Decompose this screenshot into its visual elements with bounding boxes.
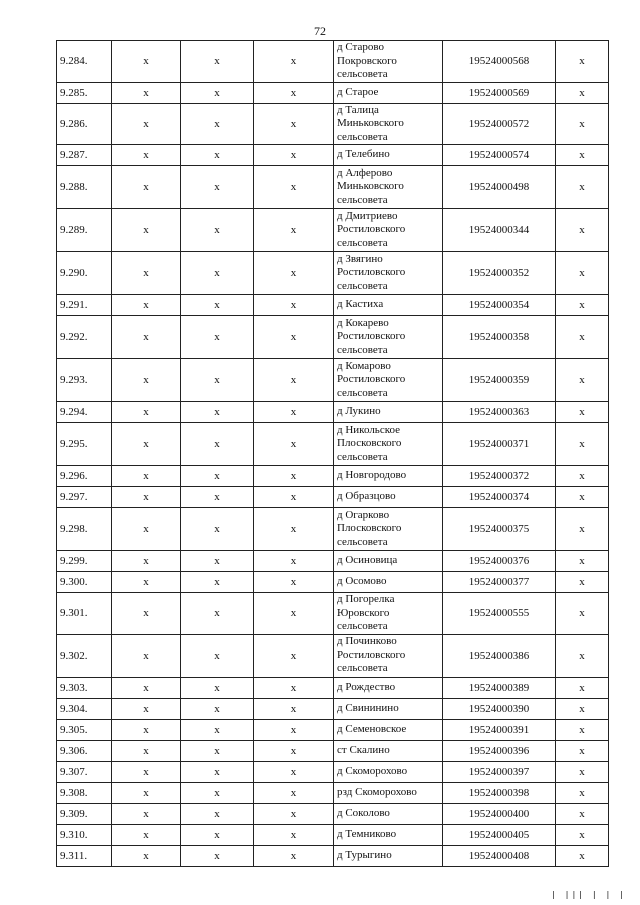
mark-cell-2: х xyxy=(181,166,254,209)
table-row xyxy=(57,82,609,103)
mark-cell-1: х xyxy=(112,295,181,316)
settlement-name-cell: д Никольское Плосковского сельсовета xyxy=(334,423,443,466)
row-number-cell: 9.295. xyxy=(57,423,112,466)
mark-cell-1: х xyxy=(112,803,181,824)
mark-cell-2: х xyxy=(181,252,254,295)
row-number-cell: 9.291. xyxy=(57,295,112,316)
settlement-name-cell: д Темниково xyxy=(334,824,443,845)
mark-cell-1: х xyxy=(112,551,181,572)
mark-cell-3: х xyxy=(254,316,334,359)
settlement-name-cell: д Осомово xyxy=(334,572,443,593)
settlement-name-cell: д Кастиха xyxy=(334,295,443,316)
mark-cell-3: х xyxy=(254,103,334,145)
row-number-cell: 9.302. xyxy=(57,634,112,677)
settlement-name-cell: д Соколово xyxy=(334,803,443,824)
mark-cell-last: х xyxy=(556,593,609,635)
row-number-cell: 9.299. xyxy=(57,551,112,572)
settlement-name-cell: д Рождество xyxy=(334,677,443,698)
table-row xyxy=(57,740,609,761)
mark-cell-3: х xyxy=(254,508,334,551)
mark-cell-1: х xyxy=(112,740,181,761)
mark-cell-1: х xyxy=(112,316,181,359)
mark-cell-2: х xyxy=(181,316,254,359)
mark-cell-3: х xyxy=(254,845,334,866)
mark-cell-3: х xyxy=(254,593,334,635)
row-number-cell: 9.298. xyxy=(57,508,112,551)
oktmo-code-cell: 19524000386 xyxy=(443,634,556,677)
mark-cell-1: х xyxy=(112,698,181,719)
table-row xyxy=(57,166,609,209)
mark-cell-3: х xyxy=(254,466,334,487)
oktmo-code-cell: 19524000376 xyxy=(443,551,556,572)
table-row xyxy=(57,316,609,359)
settlement-name-cell: д Старово Покровского сельсовета xyxy=(334,41,443,83)
mark-cell-last: х xyxy=(556,824,609,845)
oktmo-code-cell: 19524000398 xyxy=(443,782,556,803)
mark-cell-last: х xyxy=(556,402,609,423)
settlement-name-cell: д Звягино Ростиловского сельсовета xyxy=(334,252,443,295)
settlement-name-cell: д Починково Ростиловского сельсовета xyxy=(334,634,443,677)
oktmo-code-cell: 19524000359 xyxy=(443,359,556,402)
mark-cell-last: х xyxy=(556,634,609,677)
row-number-cell: 9.311. xyxy=(57,845,112,866)
mark-cell-last: х xyxy=(556,740,609,761)
table-row xyxy=(57,845,609,866)
mark-cell-3: х xyxy=(254,551,334,572)
table-row xyxy=(57,145,609,166)
mark-cell-3: х xyxy=(254,295,334,316)
row-number-cell: 9.303. xyxy=(57,677,112,698)
row-number-cell: 9.307. xyxy=(57,761,112,782)
mark-cell-2: х xyxy=(181,145,254,166)
mark-cell-1: х xyxy=(112,487,181,508)
row-number-cell: 9.293. xyxy=(57,359,112,402)
settlement-name-cell: д Комарово Ростиловского сельсовета xyxy=(334,359,443,402)
oktmo-code-cell: 19524000569 xyxy=(443,82,556,103)
mark-cell-2: х xyxy=(181,359,254,402)
mark-cell-2: х xyxy=(181,572,254,593)
mark-cell-1: х xyxy=(112,677,181,698)
mark-cell-last: х xyxy=(556,209,609,252)
mark-cell-3: х xyxy=(254,209,334,252)
mark-cell-2: х xyxy=(181,103,254,145)
settlement-name-cell: д Семеновское xyxy=(334,719,443,740)
mark-cell-3: х xyxy=(254,698,334,719)
oktmo-code-cell: 19524000397 xyxy=(443,761,556,782)
table-row xyxy=(57,402,609,423)
row-number-cell: 9.297. xyxy=(57,487,112,508)
oktmo-code-cell: 19524000391 xyxy=(443,719,556,740)
mark-cell-2: х xyxy=(181,593,254,635)
oktmo-code-cell: 19524000568 xyxy=(443,41,556,83)
mark-cell-last: х xyxy=(556,103,609,145)
mark-cell-2: х xyxy=(181,719,254,740)
mark-cell-2: х xyxy=(181,82,254,103)
mark-cell-1: х xyxy=(112,423,181,466)
mark-cell-last: х xyxy=(556,252,609,295)
mark-cell-2: х xyxy=(181,677,254,698)
mark-cell-2: х xyxy=(181,761,254,782)
mark-cell-last: х xyxy=(556,719,609,740)
mark-cell-last: х xyxy=(556,295,609,316)
row-number-cell: 9.301. xyxy=(57,593,112,635)
mark-cell-2: х xyxy=(181,551,254,572)
mark-cell-3: х xyxy=(254,145,334,166)
settlement-name-cell: д Турыгино xyxy=(334,845,443,866)
oktmo-code-cell: 19524000498 xyxy=(443,166,556,209)
settlement-name-cell: д Осиновица xyxy=(334,551,443,572)
mark-cell-last: х xyxy=(556,316,609,359)
mark-cell-1: х xyxy=(112,145,181,166)
row-number-cell: 9.286. xyxy=(57,103,112,145)
table-row xyxy=(57,824,609,845)
table-row xyxy=(57,698,609,719)
mark-cell-3: х xyxy=(254,677,334,698)
mark-cell-last: х xyxy=(556,698,609,719)
settlement-name-cell: д Погорелка Юровского сельсовета xyxy=(334,593,443,635)
mark-cell-last: х xyxy=(556,41,609,83)
mark-cell-last: х xyxy=(556,845,609,866)
settlement-name-cell: д Свининино xyxy=(334,698,443,719)
mark-cell-3: х xyxy=(254,82,334,103)
settlement-name-cell: д Лукино xyxy=(334,402,443,423)
table-row xyxy=(57,359,609,402)
settlement-name-cell: д Алферово Миньковского сельсовета xyxy=(334,166,443,209)
table-row xyxy=(57,803,609,824)
oktmo-code-cell: 19524000408 xyxy=(443,845,556,866)
oktmo-code-cell: 19524000396 xyxy=(443,740,556,761)
oktmo-code-cell: 19524000354 xyxy=(443,295,556,316)
row-number-cell: 9.290. xyxy=(57,252,112,295)
mark-cell-1: х xyxy=(112,845,181,866)
row-number-cell: 9.296. xyxy=(57,466,112,487)
mark-cell-2: х xyxy=(181,209,254,252)
mark-cell-3: х xyxy=(254,824,334,845)
mark-cell-1: х xyxy=(112,572,181,593)
row-number-cell: 9.294. xyxy=(57,402,112,423)
oktmo-code-cell: 19524000389 xyxy=(443,677,556,698)
mark-cell-2: х xyxy=(181,698,254,719)
mark-cell-3: х xyxy=(254,572,334,593)
oktmo-code-cell: 19524000372 xyxy=(443,466,556,487)
mark-cell-1: х xyxy=(112,41,181,83)
mark-cell-last: х xyxy=(556,572,609,593)
row-number-cell: 9.304. xyxy=(57,698,112,719)
row-number-cell: 9.287. xyxy=(57,145,112,166)
mark-cell-last: х xyxy=(556,508,609,551)
mark-cell-last: х xyxy=(556,761,609,782)
table-row xyxy=(57,209,609,252)
mark-cell-3: х xyxy=(254,761,334,782)
table-row xyxy=(57,295,609,316)
mark-cell-1: х xyxy=(112,634,181,677)
table-row xyxy=(57,572,609,593)
mark-cell-last: х xyxy=(556,803,609,824)
mark-cell-2: х xyxy=(181,782,254,803)
mark-cell-last: х xyxy=(556,423,609,466)
table-row xyxy=(57,103,609,145)
oktmo-code-cell: 19524000374 xyxy=(443,487,556,508)
mark-cell-3: х xyxy=(254,41,334,83)
oktmo-code-cell: 19524000358 xyxy=(443,316,556,359)
settlement-name-cell: д Телебино xyxy=(334,145,443,166)
settlement-name-cell: ст Скалино xyxy=(334,740,443,761)
table-row xyxy=(57,719,609,740)
mark-cell-last: х xyxy=(556,551,609,572)
settlement-name-cell: д Талица Миньковского сельсовета xyxy=(334,103,443,145)
mark-cell-2: х xyxy=(181,423,254,466)
row-number-cell: 9.310. xyxy=(57,824,112,845)
mark-cell-last: х xyxy=(556,359,609,402)
mark-cell-1: х xyxy=(112,402,181,423)
mark-cell-2: х xyxy=(181,402,254,423)
mark-cell-1: х xyxy=(112,252,181,295)
table-row xyxy=(57,551,609,572)
settlement-name-cell: д Скоморохово xyxy=(334,761,443,782)
row-number-cell: 9.285. xyxy=(57,82,112,103)
mark-cell-1: х xyxy=(112,593,181,635)
mark-cell-1: х xyxy=(112,103,181,145)
table-row xyxy=(57,761,609,782)
settlement-name-cell: д Кокарево Ростиловского сельсовета xyxy=(334,316,443,359)
mark-cell-1: х xyxy=(112,761,181,782)
settlement-name-cell: д Огарково Плосковского сельсовета xyxy=(334,508,443,551)
mark-cell-1: х xyxy=(112,824,181,845)
mark-cell-1: х xyxy=(112,466,181,487)
oktmo-code-cell: 19524000352 xyxy=(443,252,556,295)
settlement-name-cell: д Дмитриево Ростиловского сельсовета xyxy=(334,209,443,252)
mark-cell-1: х xyxy=(112,782,181,803)
mark-cell-3: х xyxy=(254,402,334,423)
mark-cell-3: х xyxy=(254,487,334,508)
mark-cell-last: х xyxy=(556,145,609,166)
row-number-cell: 9.284. xyxy=(57,41,112,83)
mark-cell-3: х xyxy=(254,634,334,677)
mark-cell-2: х xyxy=(181,41,254,83)
mark-cell-2: х xyxy=(181,508,254,551)
mark-cell-last: х xyxy=(556,487,609,508)
mark-cell-1: х xyxy=(112,82,181,103)
mark-cell-3: х xyxy=(254,803,334,824)
mark-cell-2: х xyxy=(181,824,254,845)
oktmo-code-cell: 19524000363 xyxy=(443,402,556,423)
mark-cell-2: х xyxy=(181,740,254,761)
mark-cell-3: х xyxy=(254,359,334,402)
table-row xyxy=(57,782,609,803)
table-row xyxy=(57,252,609,295)
row-number-cell: 9.300. xyxy=(57,572,112,593)
table-row xyxy=(57,466,609,487)
oktmo-code-cell: 19524000344 xyxy=(443,209,556,252)
table-row xyxy=(57,508,609,551)
mark-cell-3: х xyxy=(254,252,334,295)
mark-cell-last: х xyxy=(556,677,609,698)
settlement-name-cell: д Старое xyxy=(334,82,443,103)
mark-cell-3: х xyxy=(254,423,334,466)
mark-cell-2: х xyxy=(181,634,254,677)
row-number-cell: 9.309. xyxy=(57,803,112,824)
mark-cell-1: х xyxy=(112,719,181,740)
table-row xyxy=(57,593,609,635)
mark-cell-3: х xyxy=(254,166,334,209)
table-row xyxy=(57,677,609,698)
row-number-cell: 9.305. xyxy=(57,719,112,740)
mark-cell-last: х xyxy=(556,166,609,209)
oktmo-code-cell: 19524000377 xyxy=(443,572,556,593)
row-number-cell: 9.292. xyxy=(57,316,112,359)
settlement-name-cell: д Образцово xyxy=(334,487,443,508)
oktmo-code-cell: 19524000572 xyxy=(443,103,556,145)
mark-cell-3: х xyxy=(254,740,334,761)
footer-barcode-mark: | ||| | | | xyxy=(551,890,626,899)
oktmo-code-cell: 19524000555 xyxy=(443,593,556,635)
mark-cell-last: х xyxy=(556,82,609,103)
oktmo-code-cell: 19524000390 xyxy=(443,698,556,719)
mark-cell-3: х xyxy=(254,782,334,803)
mark-cell-2: х xyxy=(181,487,254,508)
settlement-name-cell: д Новгородово xyxy=(334,466,443,487)
oktmo-code-cell: 19524000375 xyxy=(443,508,556,551)
mark-cell-1: х xyxy=(112,166,181,209)
table-row xyxy=(57,41,609,83)
settlement-registry-table xyxy=(56,40,609,867)
mark-cell-3: х xyxy=(254,719,334,740)
oktmo-code-cell: 19524000405 xyxy=(443,824,556,845)
settlement-name-cell: рзд Скоморохово xyxy=(334,782,443,803)
row-number-cell: 9.308. xyxy=(57,782,112,803)
oktmo-code-cell: 19524000574 xyxy=(443,145,556,166)
mark-cell-2: х xyxy=(181,466,254,487)
mark-cell-1: х xyxy=(112,359,181,402)
table-row xyxy=(57,423,609,466)
row-number-cell: 9.306. xyxy=(57,740,112,761)
mark-cell-last: х xyxy=(556,466,609,487)
row-number-cell: 9.288. xyxy=(57,166,112,209)
mark-cell-2: х xyxy=(181,845,254,866)
mark-cell-2: х xyxy=(181,295,254,316)
mark-cell-2: х xyxy=(181,803,254,824)
table-row xyxy=(57,634,609,677)
mark-cell-1: х xyxy=(112,209,181,252)
page-number: 72 xyxy=(314,24,326,38)
table-row xyxy=(57,487,609,508)
oktmo-code-cell: 19524000400 xyxy=(443,803,556,824)
oktmo-code-cell: 19524000371 xyxy=(443,423,556,466)
mark-cell-last: х xyxy=(556,782,609,803)
mark-cell-1: х xyxy=(112,508,181,551)
row-number-cell: 9.289. xyxy=(57,209,112,252)
